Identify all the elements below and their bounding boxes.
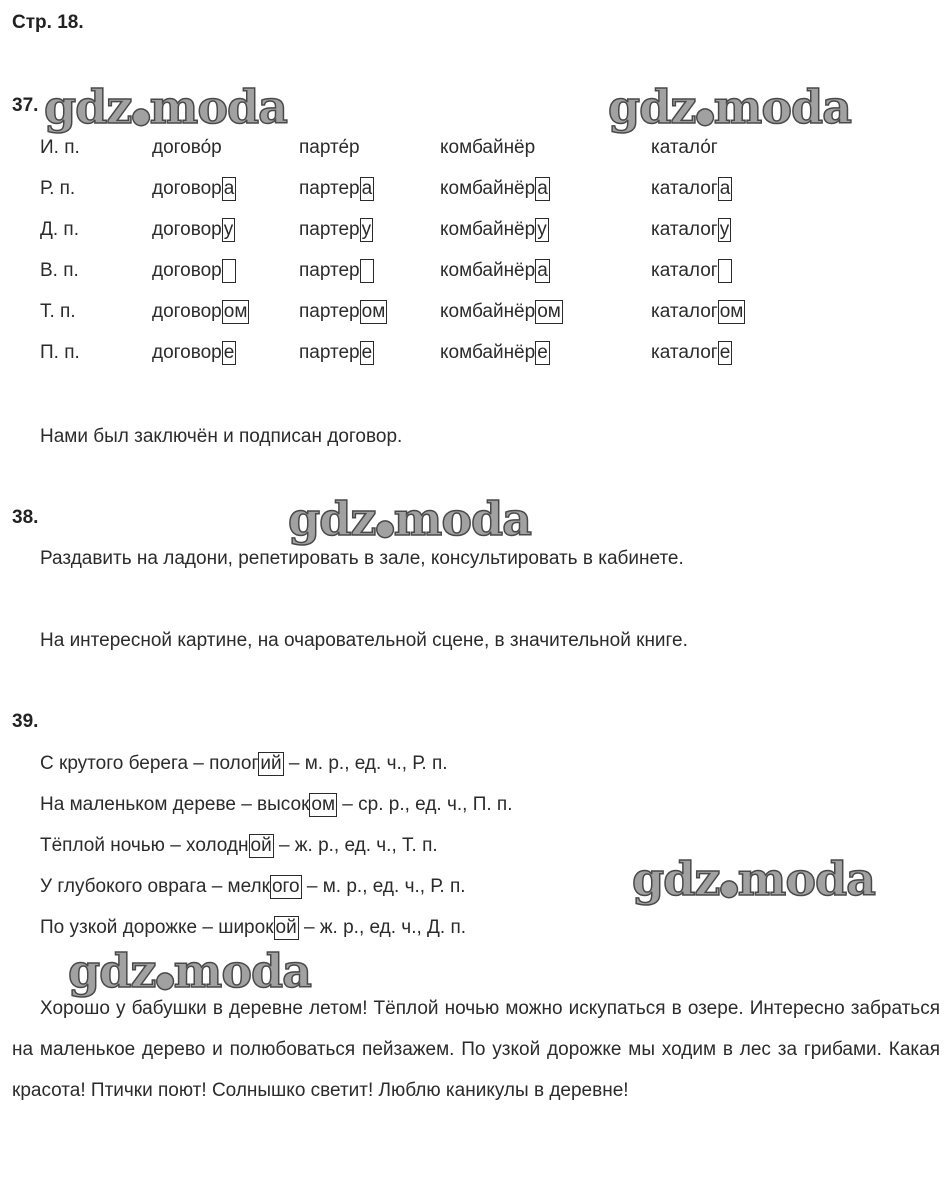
word-stem: катало́г	[651, 137, 718, 158]
word-stem: партер	[299, 301, 360, 322]
page-label: Стр. 18.	[12, 12, 84, 33]
ending-box: ой	[275, 917, 297, 938]
ending-box: ого	[271, 876, 300, 897]
ending-box: а	[719, 178, 731, 199]
word-stem: комбайнёр	[440, 301, 536, 322]
table-cell	[651, 218, 731, 242]
table-cell	[440, 218, 549, 242]
grammar-note: – м. р., ед. ч., Р. п.	[301, 876, 466, 897]
phrase-text: У глубокого оврага – мелк	[40, 876, 270, 897]
task37-sentence: Нами был заключён и подписан договор.	[40, 426, 403, 447]
table-cell	[651, 177, 732, 201]
case-label: Д. п.	[40, 219, 79, 240]
ending-box-empty	[360, 259, 374, 283]
task38-line1: Раздавить на ладони, репетировать в зале, консультировать в кабинете.	[40, 548, 684, 569]
table-cell	[440, 138, 535, 157]
ending-box: ом	[361, 301, 386, 322]
watermark-logo: gdz●moda	[632, 852, 875, 906]
task39-line	[40, 793, 513, 817]
word-stem: партер	[299, 178, 360, 199]
table-cell	[152, 341, 236, 365]
task39-line	[40, 916, 466, 940]
ending-box: а	[537, 178, 548, 199]
case-label: И. п.	[40, 137, 80, 158]
word-stem: каталог	[651, 301, 718, 322]
ending-box: ий	[260, 753, 282, 774]
table-cell	[440, 259, 550, 283]
grammar-note: – ср. р., ед. ч., П. п.	[337, 794, 513, 815]
table-cell	[440, 341, 550, 365]
word-stem: каталог	[651, 260, 718, 281]
word-stem: комбайнёр	[440, 260, 536, 281]
ending-box: а	[361, 178, 373, 199]
task37-number: 37.	[12, 95, 39, 116]
table-cell	[152, 218, 235, 242]
word-stem: партер	[299, 260, 360, 281]
task38-line2: На интересной картине, на очаровательной сцене, в значительной книге.	[40, 630, 688, 651]
watermark-logo: gdz●moda	[608, 80, 851, 134]
ending-box-empty	[718, 259, 732, 283]
word-stem: догово́р	[152, 137, 222, 158]
table-cell	[299, 341, 374, 365]
table-cell	[152, 300, 249, 324]
table-cell	[440, 177, 550, 201]
ending-box: ом	[311, 794, 336, 815]
case-label: Т. п.	[40, 301, 76, 322]
table-cell	[440, 300, 563, 324]
phrase-text: С крутого берега – полог	[40, 753, 259, 774]
ending-box: у	[361, 219, 372, 240]
ending-box: у	[223, 219, 234, 240]
table-cell	[152, 138, 222, 157]
ending-box: е	[361, 342, 373, 363]
case-label: П. п.	[40, 342, 80, 363]
phrase-text: Тёплой ночью – холодн	[40, 835, 249, 856]
table-cell	[651, 259, 732, 283]
table-cell	[651, 300, 745, 324]
word-stem: комбайнёр	[440, 219, 536, 240]
task39-line	[40, 752, 448, 776]
table-cell	[299, 218, 373, 242]
ending-box: ом	[223, 301, 248, 322]
ending-box: ом	[719, 301, 744, 322]
table-cell	[299, 138, 360, 157]
ending-box: у	[719, 219, 730, 240]
case-label: В. п.	[40, 260, 79, 281]
word-stem: договор	[152, 219, 222, 240]
ending-box: а	[223, 178, 235, 199]
word-stem: каталог	[651, 178, 718, 199]
task39-line	[40, 834, 438, 858]
table-cell	[651, 138, 718, 157]
task39-number: 39.	[12, 711, 39, 732]
watermark-logo: gdz●moda	[44, 80, 287, 134]
word-stem: каталог	[651, 219, 718, 240]
word-stem: договор	[152, 342, 222, 363]
task39-paragraph: Хорошо у бабушки в деревне летом! Тёплой ночью можно искупаться в озере. Интересно забраться на маленькое дерево и полюбоваться пейзажем. По узкой дорожке мы ходим в лес за грибами. Какая красота! Птички поют! Солнышко светит! Люблю каникулы в деревне!	[12, 998, 940, 1101]
ending-box: ой	[250, 835, 272, 856]
word-stem: парте́р	[299, 137, 360, 158]
word-stem: партер	[299, 219, 360, 240]
word-stem: договор	[152, 301, 222, 322]
word-stem: комбайнёр	[440, 178, 536, 199]
grammar-note: – ж. р., ед. ч., Д. п.	[298, 917, 467, 938]
ending-box-empty	[222, 259, 236, 283]
task38-number: 38.	[12, 507, 39, 528]
word-stem: договор	[152, 260, 222, 281]
ending-box: е	[223, 342, 235, 363]
table-cell	[651, 341, 732, 365]
word-stem: договор	[152, 178, 222, 199]
phrase-text: На маленьком дереве – высок	[40, 794, 310, 815]
table-cell	[299, 300, 387, 324]
ending-box: ом	[537, 301, 561, 322]
word-stem: каталог	[651, 342, 718, 363]
table-cell	[152, 177, 236, 201]
ending-box: е	[719, 342, 731, 363]
watermark-logo: gdz●moda	[68, 944, 311, 998]
ending-box: е	[537, 342, 548, 363]
ending-box: у	[537, 219, 547, 240]
word-stem: партер	[299, 342, 360, 363]
table-cell	[152, 259, 236, 283]
grammar-note: – м. р., ед. ч., Р. п.	[283, 753, 448, 774]
table-cell	[299, 259, 374, 283]
word-stem: комбайнёр	[440, 342, 536, 363]
watermark-logo: gdz●moda	[288, 492, 531, 546]
word-stem: комбайнёр	[440, 137, 536, 158]
task39-line	[40, 875, 466, 899]
ending-box: а	[537, 260, 548, 281]
case-label: Р. п.	[40, 178, 76, 199]
phrase-text: По узкой дорожке – широк	[40, 917, 274, 938]
grammar-note: – ж. р., ед. ч., Т. п.	[273, 835, 438, 856]
table-cell	[299, 177, 374, 201]
